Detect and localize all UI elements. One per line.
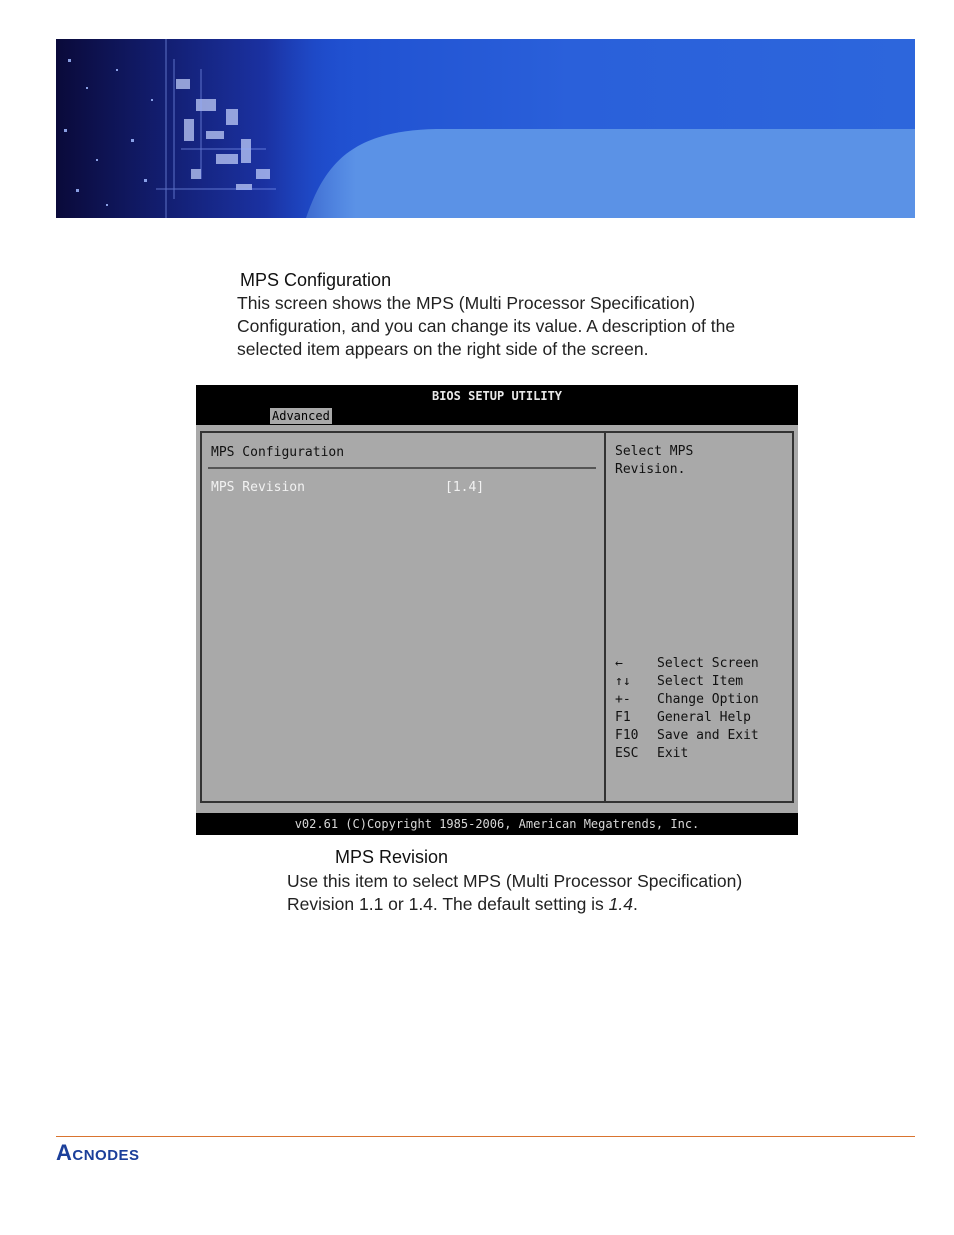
bios-key-row — [615, 691, 759, 709]
mps-configuration-description-line-3: selected item appears on the right side of the screen. — [237, 339, 649, 359]
bios-screenshot — [196, 385, 798, 835]
bios-help-line-1: Select MPS — [615, 444, 694, 459]
bios-key-action: Select Item — [657, 674, 744, 689]
bios-key-esc: ESC — [615, 746, 639, 761]
bios-key-row — [615, 745, 759, 763]
bios-help-panel — [604, 431, 794, 803]
bios-tab-advanced[interactable]: Advanced — [272, 409, 330, 423]
bios-key-action: General Help — [657, 710, 751, 725]
bios-key-action: Change Option — [657, 692, 759, 707]
bios-item-mps-revision[interactable]: MPS Revision — [211, 480, 305, 495]
bios-key-action: Save and Exit — [657, 728, 759, 743]
mps-revision-description-line-1: Use this item to select MPS (Multi Processor Specification) — [287, 871, 743, 891]
bios-key-action: Select Screen — [657, 656, 759, 671]
mps-revision-description-period: . — [633, 894, 638, 914]
bios-item-mps-revision-value[interactable]: [1.4] — [445, 480, 485, 495]
mps-revision-heading: MPS Revision — [335, 847, 449, 867]
bios-main-panel — [200, 431, 606, 803]
mps-configuration-description-line-2: Configuration, and you can change its value. A description of the — [237, 316, 736, 336]
bios-panel-heading: MPS Configuration — [211, 445, 345, 460]
header-banner — [56, 39, 915, 218]
mps-revision-description-line-2 — [287, 893, 638, 916]
bios-title-bar: BIOS SETUP UTILITY — [196, 385, 798, 407]
bios-key-plus-minus: +- — [615, 692, 631, 707]
bios-divider — [208, 467, 596, 469]
bios-help-line-2: Revision. — [615, 462, 686, 477]
bios-key-row — [615, 709, 759, 727]
bios-key-legend — [615, 655, 759, 763]
bios-key-f10: F10 — [615, 728, 639, 743]
bios-key-row — [615, 655, 759, 673]
bios-key-f1: F1 — [615, 710, 631, 725]
bios-menu-bar — [196, 407, 798, 425]
bios-key-left-arrow: ← — [615, 656, 623, 671]
acnodes-logo: Acnodes — [56, 1140, 140, 1165]
mps-configuration-description-line-1: This screen shows the MPS (Multi Processor Specification) — [237, 293, 696, 313]
bios-key-row — [615, 727, 759, 745]
bios-key-up-down-arrows: ↑↓ — [615, 674, 631, 689]
circuit-board-graphic — [56, 39, 356, 218]
bios-key-row — [615, 673, 759, 691]
bios-help-text — [615, 443, 785, 479]
mps-revision-description-text: Revision 1.1 or 1.4. The default setting is — [287, 894, 609, 914]
footer-divider — [56, 1136, 915, 1137]
mps-revision-default-value: 1.4 — [608, 894, 633, 914]
bios-copyright-footer: v02.61 (C)Copyright 1985-2006, American Megatrends, Inc. — [196, 813, 798, 835]
mps-configuration-heading: MPS Configuration — [240, 270, 392, 290]
bios-key-action: Exit — [657, 746, 689, 761]
